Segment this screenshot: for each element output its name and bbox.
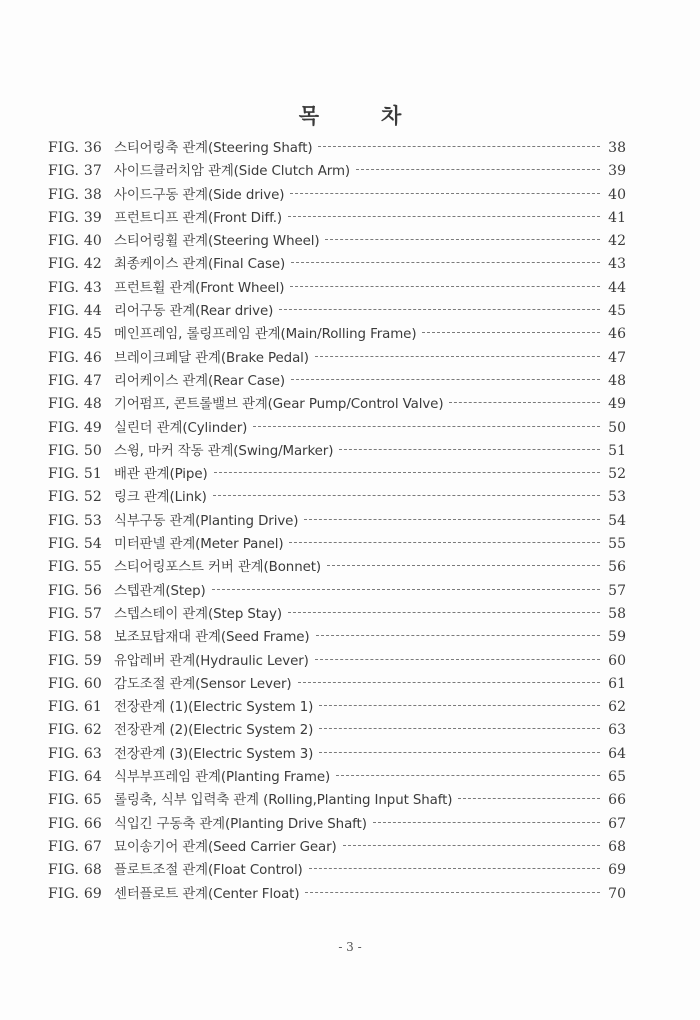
toc-entry-title: 식부구동 관계(Planting Drive)	[114, 513, 299, 529]
toc-entry-figure-label: FIG. 48	[48, 396, 103, 413]
toc-entry-page-number: 66	[608, 792, 626, 809]
toc-entry-title: 식입긴 구동축 관계(Planting Drive Shaft)	[114, 816, 367, 832]
toc-entry-page-number: 38	[608, 140, 626, 156]
toc-entry	[48, 743, 626, 766]
toc-entry-page-number: 70	[608, 885, 626, 902]
toc-entry-figure-label: FIG. 63	[48, 745, 103, 762]
toc-entry-page-number: 49	[608, 396, 626, 413]
toc-entry-page-number: 62	[608, 699, 626, 716]
toc-entry-title: 유압레버 관계(Hydraulic Lever)	[114, 653, 309, 669]
toc-entry	[48, 370, 626, 393]
toc-entry	[48, 184, 626, 207]
toc-entry-title: 사이드구동 관계(Side drive)	[114, 187, 285, 203]
toc-entry-dot-leader	[290, 286, 600, 287]
toc-entry-dot-leader	[298, 682, 600, 683]
toc-entry-figure-label: FIG. 60	[48, 675, 103, 692]
toc-entry-title: 리어케이스 관계(Rear Case)	[114, 373, 286, 389]
toc-entry-figure-label: FIG. 68	[48, 862, 103, 879]
toc-entry	[48, 789, 626, 812]
toc-entry-figure-label: FIG. 51	[48, 466, 103, 483]
toc-entry-dot-leader	[315, 659, 600, 660]
toc-entry-title: 전장관계 (1)(Electric System 1)	[114, 700, 314, 716]
toc-entry	[48, 207, 626, 230]
toc-entry-title: 스티어링휠 관계(Steering Wheel)	[114, 234, 320, 250]
toc-entry-dot-leader	[214, 472, 600, 473]
toc-entry	[48, 836, 626, 859]
toc-entry	[48, 486, 626, 509]
toc-entry-title: 묘이송기어 관계(Seed Carrier Gear)	[114, 839, 337, 855]
toc-entry-page-number: 69	[608, 862, 626, 879]
toc-entry-dot-leader	[305, 892, 600, 893]
toc-entry-title: 플로트조절 관계(Float Control)	[114, 863, 303, 879]
toc-entry-title: 스텝스테이 관계(Step Stay)	[114, 606, 282, 622]
toc-entry-page-number: 61	[608, 675, 626, 692]
toc-entry-figure-label: FIG. 53	[48, 512, 103, 529]
toc-entry-title: 스텝관계(Step)	[114, 583, 206, 599]
toc-entry-dot-leader	[316, 635, 600, 636]
toc-entry-dot-leader	[279, 309, 600, 310]
toc-entry	[48, 859, 626, 882]
toc-entry-page-number: 54	[608, 512, 626, 529]
toc-entry-figure-label: FIG. 55	[48, 559, 103, 576]
toc-entry-title: 보조묘탑재대 관계(Seed Frame)	[114, 630, 310, 646]
toc-entry	[48, 533, 626, 556]
toc-entry-title: 스윙, 마커 작동 관계(Swing/Marker)	[114, 443, 334, 459]
toc-entry-page-number: 55	[608, 536, 626, 553]
toc-entry	[48, 580, 626, 603]
toc-entry-title: 브레이크페달 관계(Brake Pedal)	[114, 350, 309, 366]
toc-entry	[48, 440, 626, 463]
toc-entry-title: 전장관계 (3)(Electric System 3)	[114, 746, 314, 762]
toc-entry-dot-leader	[309, 868, 600, 869]
toc-entry-dot-leader	[422, 332, 600, 333]
toc-entry	[48, 766, 626, 789]
toc-entry-dot-leader	[213, 495, 600, 496]
toc-entry-page-number: 51	[608, 442, 626, 459]
toc-entry	[48, 230, 626, 253]
toc-entry	[48, 277, 626, 300]
toc-entry	[48, 393, 626, 416]
toc-entry-figure-label: FIG. 57	[48, 605, 103, 622]
toc-entry-dot-leader	[289, 542, 600, 543]
toc-entry-dot-leader	[304, 519, 600, 520]
toc-entry	[48, 463, 626, 486]
toc-entry-page-number: 50	[608, 419, 626, 436]
toc-entry-page-number: 42	[608, 233, 626, 250]
toc-entry-title: 링크 관계(Link)	[114, 490, 207, 506]
toc-entry-dot-leader	[339, 449, 600, 450]
toc-entry-page-number: 57	[608, 582, 626, 599]
toc-entry-page-number: 48	[608, 372, 626, 389]
toc-entry	[48, 137, 626, 160]
toc-entry-page-number: 56	[608, 559, 626, 576]
toc-entry	[48, 323, 626, 346]
toc-entry-page-number: 65	[608, 769, 626, 786]
toc-entry-page-number: 58	[608, 605, 626, 622]
toc-entry-page-number: 40	[608, 186, 626, 203]
toc-entry	[48, 510, 626, 533]
toc-entry-title: 스티어링포스트 커버 관계(Bonnet)	[114, 560, 321, 576]
toc-entry-dot-leader	[291, 262, 600, 263]
toc-entry-page-number: 45	[608, 303, 626, 320]
toc-entry	[48, 883, 626, 906]
toc-entry-figure-label: FIG. 37	[48, 163, 103, 180]
toc-entry-figure-label: FIG. 69	[48, 885, 103, 902]
toc-entry-figure-label: FIG. 65	[48, 792, 103, 809]
toc-entry-figure-label: FIG. 62	[48, 722, 103, 739]
toc-entry-figure-label: FIG. 58	[48, 629, 103, 646]
toc-entry-figure-label: FIG. 64	[48, 769, 103, 786]
toc-entry-dot-leader	[449, 402, 600, 403]
toc-entry-page-number: 47	[608, 349, 626, 366]
toc-entry-title: 메인프레임, 롤링프레임 관계(Main/Rolling Frame)	[114, 327, 417, 343]
toc-entry-dot-leader	[319, 752, 600, 753]
toc-entry-dot-leader	[288, 216, 600, 217]
toc-entry-dot-leader	[458, 798, 600, 799]
toc-entry-dot-leader	[373, 822, 600, 823]
toc-entry-figure-label: FIG. 42	[48, 256, 103, 273]
toc-entry	[48, 626, 626, 649]
toc-entry-title: 프런트휠 관계(Front Wheel)	[114, 280, 285, 296]
toc-entry-dot-leader	[318, 146, 600, 147]
toc-entry-figure-label: FIG. 49	[48, 419, 103, 436]
toc-entry-page-number: 52	[608, 466, 626, 483]
toc-entry	[48, 719, 626, 742]
toc-entry-page-number: 53	[608, 489, 626, 506]
toc-entry-dot-leader	[291, 379, 600, 380]
toc-entry-page-number: 41	[608, 209, 626, 226]
toc-entry-page-number: 68	[608, 838, 626, 855]
toc-entry-title: 식부부프레임 관계(Planting Frame)	[114, 770, 331, 786]
toc-entry-title: 최종케이스 관계(Final Case)	[114, 257, 286, 273]
toc-entry-dot-leader	[319, 728, 600, 729]
toc-entry-page-number: 59	[608, 629, 626, 646]
toc-entry-dot-leader	[315, 356, 600, 357]
toc-entry-page-number: 44	[608, 279, 626, 296]
toc-entry-figure-label: FIG. 39	[48, 209, 103, 226]
toc-entry-figure-label: FIG. 40	[48, 233, 103, 250]
toc-entry	[48, 347, 626, 370]
toc-entry	[48, 673, 626, 696]
table-of-contents	[48, 137, 626, 906]
toc-entry-figure-label: FIG. 45	[48, 326, 103, 343]
toc-entry-title: 기어펌프, 콘트롤밸브 관계(Gear Pump/Control Valve)	[114, 397, 444, 413]
toc-entry-dot-leader	[319, 705, 600, 706]
toc-entry-title: 미터판넬 관계(Meter Panel)	[114, 537, 284, 553]
toc-entry	[48, 160, 626, 183]
toc-entry-figure-label: FIG. 46	[48, 349, 103, 366]
toc-entry-page-number: 39	[608, 163, 626, 180]
toc-entry-title: 배관 관계(Pipe)	[114, 467, 208, 483]
toc-entry-title: 롤링축, 식부 입력축 관계 (Rolling,Planting Input Shaft)	[114, 793, 453, 809]
toc-entry-page-number: 63	[608, 722, 626, 739]
toc-entry-dot-leader	[290, 193, 600, 194]
toc-entry-figure-label: FIG. 38	[48, 186, 103, 203]
toc-entry-dot-leader	[288, 612, 600, 613]
toc-entry-dot-leader	[336, 775, 600, 776]
toc-entry-figure-label: FIG. 52	[48, 489, 103, 506]
toc-entry-title: 스티어링축 관계(Steering Shaft)	[114, 141, 313, 156]
toc-entry-title: 감도조절 관계(Sensor Lever)	[114, 676, 292, 692]
toc-entry-figure-label: FIG. 67	[48, 838, 103, 855]
toc-entry	[48, 417, 626, 440]
toc-entry-page-number: 67	[608, 815, 626, 832]
toc-entry-dot-leader	[212, 589, 600, 590]
toc-entry-figure-label: FIG. 44	[48, 303, 103, 320]
toc-entry-page-number: 43	[608, 256, 626, 273]
toc-entry-title: 센터플로트 관계(Center Float)	[114, 886, 300, 902]
page-number-footer: - 3 -	[338, 940, 362, 954]
toc-entry	[48, 300, 626, 323]
toc-entry	[48, 650, 626, 673]
toc-entry-title: 프런트디프 관계(Front Diff.)	[114, 210, 283, 226]
toc-entry-page-number: 64	[608, 745, 626, 762]
toc-entry-dot-leader	[327, 565, 600, 566]
toc-entry-figure-label: FIG. 43	[48, 279, 103, 296]
toc-entry-figure-label: FIG. 56	[48, 582, 103, 599]
title-part-1: 목	[298, 103, 319, 129]
toc-entry	[48, 556, 626, 579]
toc-entry-figure-label: FIG. 36	[48, 140, 103, 156]
toc-entry	[48, 696, 626, 719]
toc-entry-figure-label: FIG. 59	[48, 652, 103, 669]
toc-entry-title: 사이드클러치암 관계(Side Clutch Arm)	[114, 164, 351, 180]
toc-entry-figure-label: FIG. 47	[48, 372, 103, 389]
toc-entry-dot-leader	[356, 169, 600, 170]
toc-entry	[48, 253, 626, 276]
toc-entry-figure-label: FIG. 50	[48, 442, 103, 459]
page-title	[0, 100, 700, 130]
toc-entry-title: 실린더 관계(Cylinder)	[114, 420, 248, 436]
toc-entry-title: 리어구동 관계(Rear drive)	[114, 304, 274, 320]
title-part-2: 차	[381, 103, 402, 129]
toc-entry-figure-label: FIG. 61	[48, 699, 103, 716]
toc-entry-dot-leader	[253, 426, 600, 427]
toc-entry-title: 전장관계 (2)(Electric System 2)	[114, 723, 314, 739]
toc-entry-figure-label: FIG. 54	[48, 536, 103, 553]
toc-entry-figure-label: FIG. 66	[48, 815, 103, 832]
toc-entry-page-number: 46	[608, 326, 626, 343]
toc-entry-page-number: 60	[608, 652, 626, 669]
toc-entry-dot-leader	[325, 239, 600, 240]
toc-entry-dot-leader	[343, 845, 600, 846]
toc-entry	[48, 813, 626, 836]
toc-entry	[48, 603, 626, 626]
